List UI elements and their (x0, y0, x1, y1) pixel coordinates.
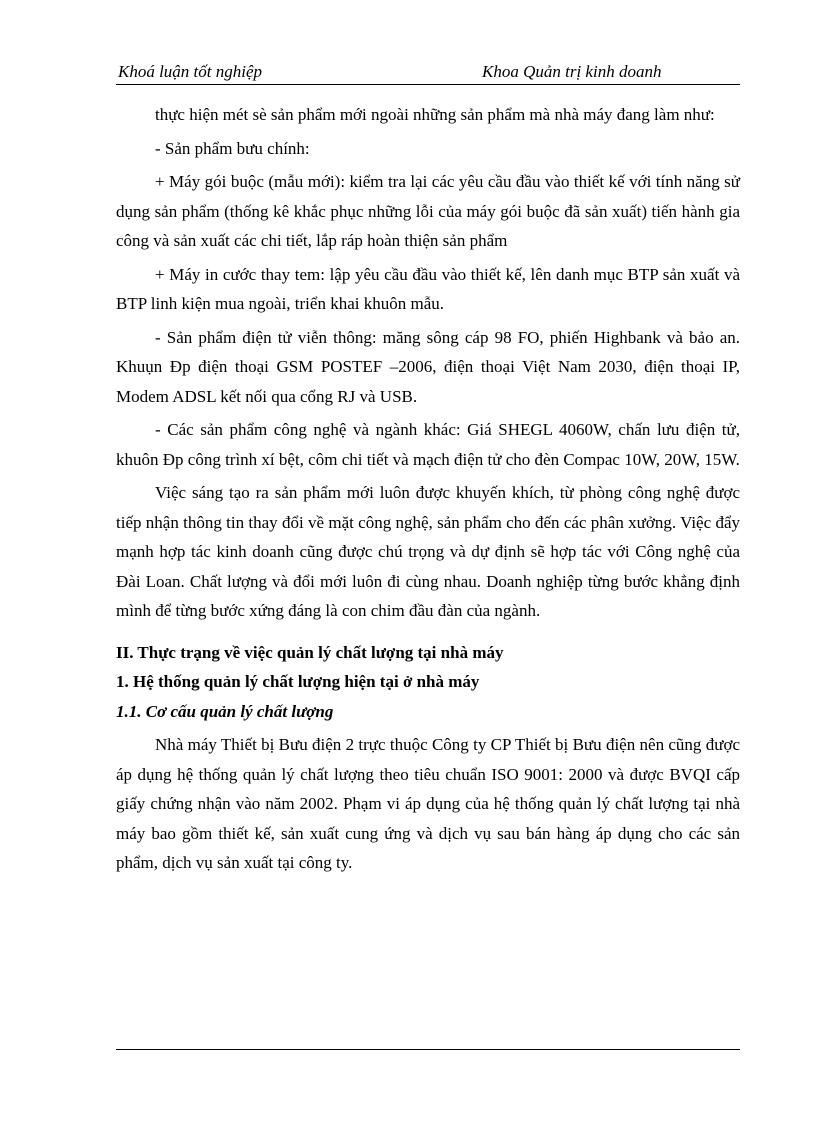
section-heading: II. Thực trạng về việc quản lý chất lượng tại nhà máy (116, 642, 504, 662)
header-thesis-title: Khoá luận tốt nghiệp (118, 62, 263, 81)
list-item-telecom-products: - Sản phẩm điện tử viễn thông: măng sông cáp 98 FO, phiến Highbank và bảo an. Khuụn Đp điện thoại GSM POSTEF –2006, điện thoại Việt Nam 2030, điện thoại IP, Modem ADSL kết nối qua cổng RJ và USB. (116, 327, 740, 406)
paragraph-intro: thực hiện mét sè sản phẩm mới ngoài những sản phẩm mà nhà máy đang làm như: (155, 105, 715, 124)
paragraph-iso: Nhà máy Thiết bị Bưu điện 2 trực thuộc Công ty CP Thiết bị Bưu điện nên cũng được áp dụng hệ thống quản lý chất lượng theo tiêu chuẩn ISO 9001: 2000 và được BVQI cấp giấy chứng nhận vào năm 2002. Phạm vi áp dụng của hệ thống quản lý chất lượng tại nhà máy bao gồm thiết kế, sản xuất cung ứng và dịch vụ sau bán hàng áp dụng cho các sản phẩm, dịch vụ sản xuất tại công ty. (116, 735, 740, 872)
paragraph-innovation: Việc sáng tạo ra sản phẩm mới luôn được khuyến khích, từ phòng công nghệ được tiếp nhận thông tin thay đổi về mặt công nghệ, sản phẩm cho đến các phân xưởng. Việc đẩy mạnh hợp tác kinh doanh cũng được chú trọng và dự định sẽ hợp tác với Công nghệ của Đài Loan. Chất lượng và đổi mới luôn đi cùng nhau. Doanh nghiệp từng bước khẳng định mình để từng bước xứng đáng là con chim đầu đàn của ngành. (116, 483, 740, 620)
header-faculty-name: Khoa Quản trị kinh doanh (482, 62, 662, 81)
subsubsection-heading: 1.1. Cơ cấu quản lý chất lượng (116, 701, 334, 721)
list-item-postal-products: - Sản phẩm bưu chính: (155, 138, 310, 158)
footer-divider (116, 1049, 740, 1050)
paragraph-packing-machine: + Máy gói buộc (mẫu mới): kiểm tra lại các yêu cầu đầu vào thiết kế với tính năng sử dụng sản phẩm (thống kê khắc phục những lỗi của máy gói buộc đã sản xuất) tiến hành gia công và sản xuất các chi tiết, lắp ráp hoàn thiện sản phẩm (116, 172, 740, 250)
document-body (116, 100, 740, 878)
subsection-heading: 1. Hệ thống quản lý chất lượng hiện tại ở nhà máy (116, 672, 480, 691)
list-item-other-products: - Các sản phẩm công nghệ và ngành khác: Giá SHEGL 4060W, chấn lưu điện tử, khuôn Đp công trình xí bệt, côm chi tiết và mạch điện tử cho đèn Compac 10W, 20W, 15W. (116, 420, 740, 469)
page-header (116, 62, 740, 85)
paragraph-franking-machine: + Máy in cước thay tem: lập yêu cầu đầu vào thiết kế, lên danh mục BTP sản xuất và BTP linh kiện mua ngoài, triển khai khuôn mẫu. (116, 264, 740, 313)
